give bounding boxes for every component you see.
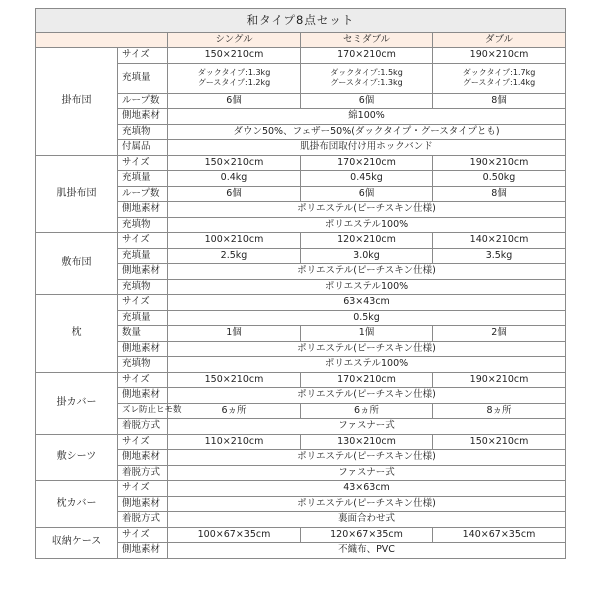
value-semi-double: 130×210cm: [301, 434, 433, 450]
value-line: ダックタイプ:1.7kg: [462, 68, 536, 77]
table-row: [36, 372, 566, 388]
attribute-label: サイズ: [118, 233, 168, 249]
attribute-label: 側地素材: [118, 109, 168, 125]
value-double: 8ヵ所: [433, 403, 566, 419]
table-row: [36, 527, 566, 543]
value-double: 140×67×35cm: [433, 527, 566, 543]
value-all-sizes: 肌掛布団取付け用ホックバンド: [168, 140, 566, 156]
category-label: 敷シーツ: [36, 434, 118, 481]
value-semi-double: 6個: [301, 186, 433, 202]
value-all-sizes: 63×43cm: [168, 295, 566, 311]
value-all-sizes: ポリエステル100%: [168, 279, 566, 295]
attribute-label: サイズ: [118, 155, 168, 171]
value-all-sizes: ダウン50%、フェザー50%(ダックタイプ・グースタイプとも): [168, 124, 566, 140]
category-label: 枕カバー: [36, 481, 118, 528]
table-row: [36, 481, 566, 497]
table-row: [36, 434, 566, 450]
category-label: 敷布団: [36, 233, 118, 295]
header-single: シングル: [168, 33, 301, 48]
value-all-sizes: 不織布、PVC: [168, 543, 566, 559]
value-single: 6個: [168, 93, 301, 109]
attribute-label: 充填物: [118, 357, 168, 373]
value-semi-double: 6ヵ所: [301, 403, 433, 419]
value-semi-double: 0.45kg: [301, 171, 433, 187]
attribute-label: 側地素材: [118, 202, 168, 218]
attribute-label: サイズ: [118, 481, 168, 497]
value-single: 100×210cm: [168, 233, 301, 249]
value-semi-double: 120×210cm: [301, 233, 433, 249]
value-semi-double: 3.0kg: [301, 248, 433, 264]
spec-table: [35, 8, 566, 559]
value-semi-double: 170×210cm: [301, 372, 433, 388]
value-single: 150×210cm: [168, 155, 301, 171]
value-semi-double: 6個: [301, 93, 433, 109]
attribute-label: 充填物: [118, 124, 168, 140]
value-all-sizes: ポリエステル(ピーチスキン仕様): [168, 202, 566, 218]
value-line: ダックタイプ:1.3kg: [197, 68, 271, 77]
attribute-label: サイズ: [118, 527, 168, 543]
table-title: 和タイプ8点セット: [36, 9, 566, 33]
attribute-label: 着脱方式: [118, 465, 168, 481]
value-single: 1個: [168, 326, 301, 342]
value-semi-double: 1個: [301, 326, 433, 342]
table-row: [36, 155, 566, 171]
category-label: 肌掛布団: [36, 155, 118, 233]
value-double: 8個: [433, 186, 566, 202]
value-double: 150×210cm: [433, 434, 566, 450]
value-single: 2.5kg: [168, 248, 301, 264]
value-single: 150×210cm: [168, 48, 301, 64]
attribute-label: 充填物: [118, 217, 168, 233]
value-single: 150×210cm: [168, 372, 301, 388]
value-all-sizes: ファスナー式: [168, 465, 566, 481]
header-semi-double: セミダブル: [301, 33, 433, 48]
value-double: 8個: [433, 93, 566, 109]
spec-body: [36, 48, 566, 559]
value-all-sizes: 43×63cm: [168, 481, 566, 497]
attribute-label: 着脱方式: [118, 419, 168, 435]
attribute-label: 側地素材: [118, 450, 168, 466]
table-row: [36, 295, 566, 311]
value-double: 140×210cm: [433, 233, 566, 249]
value-all-sizes: 綿100%: [168, 109, 566, 125]
value-all-sizes: ポリエステル(ピーチスキン仕様): [168, 264, 566, 280]
table-row: [36, 48, 566, 64]
attribute-label: 着脱方式: [118, 512, 168, 528]
value-double: 190×210cm: [433, 155, 566, 171]
value-single: 6個: [168, 186, 301, 202]
attribute-label: サイズ: [118, 372, 168, 388]
header-row: [36, 33, 566, 48]
table-row: [36, 233, 566, 249]
value-semi-double: 170×210cm: [301, 155, 433, 171]
attribute-label: 側地素材: [118, 543, 168, 559]
value-all-sizes: ポリエステル(ピーチスキン仕様): [168, 496, 566, 512]
value-line: ダックタイプ:1.5kg: [330, 68, 403, 77]
attribute-label: 充填量: [118, 310, 168, 326]
value-all-sizes: ポリエステル(ピーチスキン仕様): [168, 341, 566, 357]
attribute-label: 側地素材: [118, 388, 168, 404]
attribute-label: ループ数: [118, 186, 168, 202]
value-line: グースタイプ:1.2kg: [197, 78, 271, 87]
attribute-label: サイズ: [118, 434, 168, 450]
value-double: 3.5kg: [433, 248, 566, 264]
value-all-sizes: ポリエステル100%: [168, 357, 566, 373]
category-label: 収納ケース: [36, 527, 118, 558]
value-double: 2個: [433, 326, 566, 342]
value-semi-double: 170×210cm: [301, 48, 433, 64]
value-all-sizes: 0.5kg: [168, 310, 566, 326]
value-all-sizes: ポリエステル(ピーチスキン仕様): [168, 388, 566, 404]
attribute-label: 数量: [118, 326, 168, 342]
value-all-sizes: ファスナー式: [168, 419, 566, 435]
value-double: 0.50kg: [433, 171, 566, 187]
value-all-sizes: 裏面合わせ式: [168, 512, 566, 528]
value-all-sizes: ポリエステル(ピーチスキン仕様): [168, 450, 566, 466]
value-single: 0.4kg: [168, 171, 301, 187]
value-double: 190×210cm: [433, 372, 566, 388]
header-blank: [36, 33, 168, 48]
attribute-label: ズレ防止ヒモ数: [118, 403, 168, 419]
value-line: グースタイプ:1.4kg: [462, 78, 536, 87]
attribute-label: 側地素材: [118, 496, 168, 512]
attribute-label: 側地素材: [118, 264, 168, 280]
category-label: 掛カバー: [36, 372, 118, 434]
value-double: [433, 63, 566, 93]
attribute-label: 充填量: [118, 63, 168, 93]
value-semi-double: 120×67×35cm: [301, 527, 433, 543]
value-double: 190×210cm: [433, 48, 566, 64]
attribute-label: サイズ: [118, 48, 168, 64]
attribute-label: 充填量: [118, 171, 168, 187]
header-double: ダブル: [433, 33, 566, 48]
value-single: 100×67×35cm: [168, 527, 301, 543]
value-single: 110×210cm: [168, 434, 301, 450]
value-line: グースタイプ:1.3kg: [330, 78, 403, 87]
attribute-label: 充填量: [118, 248, 168, 264]
value-single: 6ヵ所: [168, 403, 301, 419]
attribute-label: 充填物: [118, 279, 168, 295]
attribute-label: サイズ: [118, 295, 168, 311]
attribute-label: 付属品: [118, 140, 168, 156]
attribute-label: 側地素材: [118, 341, 168, 357]
value-single: [168, 63, 301, 93]
value-semi-double: [301, 63, 433, 93]
attribute-label: ループ数: [118, 93, 168, 109]
value-all-sizes: ポリエステル100%: [168, 217, 566, 233]
category-label: 枕: [36, 295, 118, 373]
category-label: 掛布団: [36, 48, 118, 156]
